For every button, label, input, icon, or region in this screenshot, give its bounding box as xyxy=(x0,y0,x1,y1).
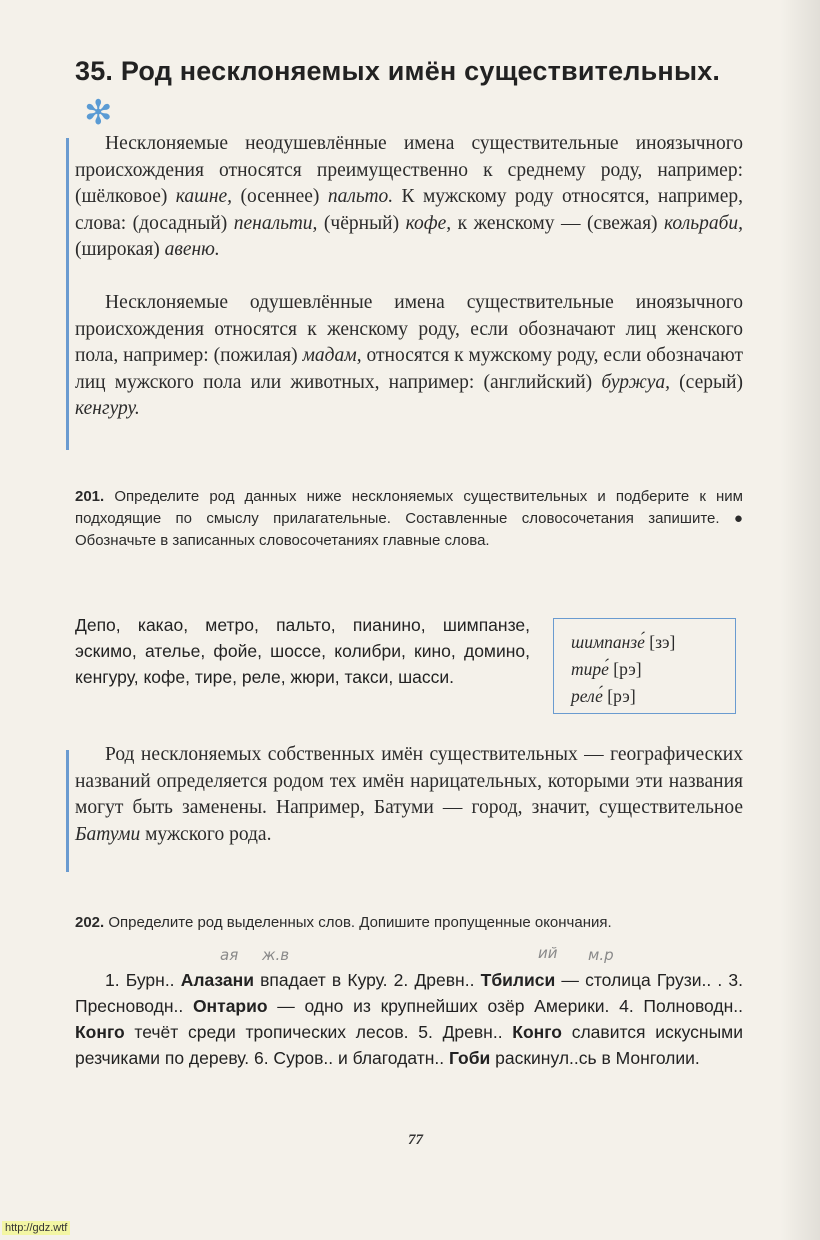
exercise-text: Определите род данных ниже несклоняемых существительных и подберите к ним подходящие по смыслу прилагательные. Составленные словосочетания запишите. ● Обозначьте в записанных словосочетаниях главные слова. xyxy=(75,488,743,549)
rule-paragraph-animate: Несклоняемые одушевлённые имена существительные иноязычного происхождения относятся к женскому роду, если обозначают лиц женского пола, например: (пожилая) мадам, относятся к мужскому роду, если обозначают лиц мужского пола или животных, например: (английский) буржуа, (серый) кенгуру. xyxy=(75,292,744,419)
pronunciation-note-box xyxy=(553,618,736,714)
exercise-201-task xyxy=(75,486,743,552)
note-line: тире́ [рэ] xyxy=(571,659,642,679)
exercise-number: 201. xyxy=(75,488,105,505)
rule-marker-bar xyxy=(66,750,69,872)
pencil-note: ж.в xyxy=(262,946,290,964)
rule-marker-bar xyxy=(66,138,69,450)
exercise-202-sentences: 1. Бурн.. Алазани впадает в Куру. 2. Древн.. Тбилиси — столица Грузи.. . 3. Пресноводн.. Онтарио — одно из крупнейших озёр Америки. 4. Полноводн.. Конго течёт среди тропических лесов. 5. Древн.. Конго славится искусными резчиками по дереву. 6. Суров.. и благодатн.. Гоби раскинул..сь в Монголии. xyxy=(75,970,744,1068)
note-line: шимпанзе́ [зэ] xyxy=(571,632,676,652)
exercise-202-task xyxy=(75,912,743,934)
rule-paragraph-geographic: Род несклоняемых собственных имён существительных — географических названий определяется родом тех имён нарицательных, которыми эти названия могут быть заменены. Например, Батуми — город, значит, существительное Батуми мужского рода. xyxy=(75,744,743,845)
pencil-note: ая xyxy=(220,946,239,964)
page-number: 77 xyxy=(408,1132,423,1148)
page-edge-shadow xyxy=(780,0,820,1240)
exercise-201-word-list: Депо, какао, метро, пальто, пианино, шимпанзе, эскимо, ателье, фойе, шоссе, колибри, кино, домино, кенгуру, кофе, тире, реле, жюри, такси, шасси. xyxy=(75,615,530,687)
rule-paragraph-inanimate: Несклоняемые неодушевлённые имена существительные иноязычного происхождения относятся преимущественно к среднему роду, например: (шёлковое) кашне, (осеннее) пальто. К мужскому роду относятся, например, слова: (досадный) пенальти, (чёрный) кофе, к женскому — (свежая) кольраби, (широкая) авеню. xyxy=(75,133,743,260)
exercise-text: Определите род выделенных слов. Допишите пропущенные окончания. xyxy=(108,914,612,931)
pencil-note: м.р xyxy=(588,946,614,964)
section-title: 35. Род несклоняемых имён существительных. xyxy=(75,56,721,86)
exercise-number: 202. xyxy=(75,914,105,931)
note-line: реле́ [рэ] xyxy=(571,686,636,706)
pencil-note: ий xyxy=(538,944,558,962)
asterisk-icon: ✻ xyxy=(84,93,113,133)
watermark-link[interactable]: http://gdz.wtf xyxy=(2,1221,70,1235)
